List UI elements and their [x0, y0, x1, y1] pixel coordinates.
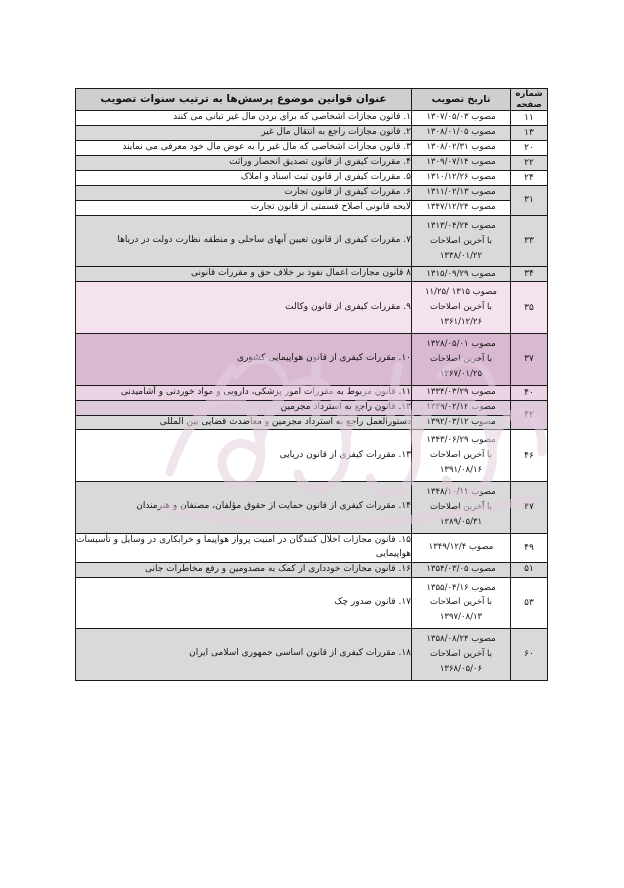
- cell-approval-date: [412, 200, 511, 215]
- approval-date-line: مصوب ۱۳۰۸/۰۱/۰۵: [426, 127, 496, 138]
- law-title-text: ۱۳. مقررات کیفری از قانون دریایی: [279, 449, 411, 460]
- table-row: [76, 156, 548, 171]
- cell-page-number: [511, 156, 548, 171]
- cell-approval-date: [412, 111, 511, 126]
- law-title-text: ۳. قانون مجازات اشخاصی که مال غیر را به عوض مال خود معرفی می نمایند: [122, 142, 411, 153]
- cell-page-number: [511, 267, 548, 282]
- header-row: [76, 89, 548, 111]
- cell-approval-date: [412, 629, 511, 681]
- law-title-text: ۱۰. مقررات کیفری از قانون هواپیمایی کشوری: [237, 353, 411, 364]
- cell-law-title: [76, 577, 412, 629]
- cell-page-number: [511, 482, 548, 534]
- table-row: [76, 282, 548, 334]
- cell-page-number: [511, 334, 548, 386]
- law-title-text: ۶. مقررات کیفری از قانون تجارت: [284, 186, 411, 197]
- page-number-value: ۲۲: [524, 157, 534, 168]
- approval-date-line: با آخرین اصلاحات: [430, 302, 492, 313]
- table-body: [76, 111, 548, 681]
- cell-law-title: [76, 185, 412, 200]
- approval-date-line: مصوب ۱۳۳۴/۰۳/۲۹: [426, 386, 496, 397]
- page-number-value: ۲۴: [524, 172, 534, 183]
- cell-page-number: [511, 430, 548, 482]
- cell-law-title: [76, 171, 412, 186]
- column-header-page: [511, 89, 548, 111]
- cell-law-title: [76, 415, 412, 430]
- page-number-value: ۴۹: [524, 542, 534, 553]
- page-number-value: ۴۶: [524, 450, 534, 461]
- law-title-text: ۵. مقررات کیفری از قانون ثبت اسناد و املاک: [240, 172, 411, 182]
- page-number-value: ۳۳: [524, 236, 534, 247]
- cell-law-title: [76, 215, 412, 267]
- law-title-text: لایحه قانونی اصلاح قسمتی از قانون تجارت: [250, 201, 411, 212]
- page-number-value: ۳۴: [524, 269, 534, 280]
- approval-date-line: ۱۳۶۱/۱۲/۲۶: [439, 317, 483, 328]
- cell-law-title: [76, 334, 412, 386]
- cell-law-title: [76, 400, 412, 415]
- approval-date-line: مصوب ۱۳۵۵/۰۴/۱۶: [426, 582, 496, 593]
- law-title-text: دستورالعمل راجع به استرداد مجرمین و معاضدت قضایی بین المللی: [159, 416, 411, 427]
- page-number-value: ۳۱: [524, 195, 534, 206]
- cell-page-number: [511, 185, 548, 215]
- approval-date-line: مصوب ۱۳۴۹/۱۲/۴: [428, 541, 494, 552]
- approval-date-line: مصوب ۱۳۰۷/۰۵/۰۳: [426, 112, 496, 123]
- page-number-value: ۵۳: [524, 597, 534, 608]
- cell-law-title: [76, 267, 412, 282]
- law-title-text: ۱۸. مقررات کیفری از قانون اساسی جمهوری اسلامی ایران: [189, 648, 411, 659]
- approval-date-line: مصوب ۱۳۱۱/۰۲/۱۳: [426, 187, 496, 198]
- approval-date-line: با آخرین اصلاحات: [430, 597, 492, 608]
- cell-approval-date: [412, 185, 511, 200]
- approval-date-line: ۱۳۹۷/۰۸/۱۳: [439, 612, 483, 623]
- approval-date-line: ۱۳۶۷/۰۱/۲۵: [439, 368, 483, 379]
- law-title-text: ۱۷. قانون صدور چک: [334, 596, 411, 607]
- approval-date-line: ۱۳۶۸/۰۵/۰۶: [439, 663, 483, 674]
- cell-approval-date: [412, 415, 511, 430]
- cell-law-title: [76, 533, 412, 562]
- table-row: [76, 385, 548, 400]
- page-number-value: ۳۵: [524, 302, 534, 313]
- cell-approval-date: [412, 156, 511, 171]
- approval-date-line: مصوب ۱۳۵۸/۰۸/۲۴: [426, 634, 496, 645]
- cell-law-title: [76, 385, 412, 400]
- approval-date-line: مصوب ۱۳۴۳/۰۶/۲۹: [426, 435, 496, 446]
- table-row: [76, 629, 548, 681]
- cell-approval-date: [412, 267, 511, 282]
- law-title-text: ۱۱. قانون مربوط به مقررات امور پزشکی، دارویی و مواد خوردنی و آشامیدنی: [120, 386, 411, 397]
- approval-date-line: با آخرین اصلاحات: [430, 501, 492, 512]
- approval-date-line: ۱۳۸۹/۰۵/۳۱: [439, 516, 483, 527]
- law-title-text: ۱. قانون مجازات اشخاصی که برای بردن مال غیر تبانی می کنند: [173, 112, 411, 123]
- cell-page-number: [511, 400, 548, 430]
- cell-approval-date: [412, 126, 511, 141]
- table-row: [76, 111, 548, 126]
- cell-approval-date: [412, 577, 511, 629]
- table-row: [76, 215, 548, 267]
- column-header-page-line2: صفحه: [516, 99, 542, 110]
- page-number-value: ۵۱: [524, 564, 534, 575]
- column-header-date: تاریخ تصویب: [412, 89, 511, 111]
- table-row: [76, 267, 548, 282]
- table-row: [76, 482, 548, 534]
- approval-date-line: ۱۳۳۸/۰۱/۲۲: [439, 250, 483, 261]
- cell-page-number: [511, 629, 548, 681]
- cell-page-number: [511, 577, 548, 629]
- cell-page-number: [511, 111, 548, 126]
- index-table-container: [76, 88, 548, 681]
- table-row: [76, 200, 548, 215]
- page-number-value: ۳۷: [524, 354, 534, 365]
- approval-date-line: با آخرین اصلاحات: [430, 235, 492, 246]
- approval-date-line: با آخرین اصلاحات: [430, 450, 492, 461]
- cell-law-title: [76, 430, 412, 482]
- table-row: [76, 533, 548, 562]
- cell-law-title: [76, 282, 412, 334]
- approval-date-line: مصوب ۱۳۱۵/۰۹/۲۹: [426, 268, 496, 279]
- law-title-text: ۴. مقررات کیفری از قانون تصدیق انحصار وراثت: [229, 157, 411, 168]
- cell-page-number: [511, 141, 548, 156]
- law-title-text: ۱۲. قانون راجع به استرداد مجرمین: [280, 401, 411, 412]
- cell-approval-date: [412, 215, 511, 267]
- table-row: [76, 577, 548, 629]
- approval-date-line: مصوب ۱۳۱۵ /۱۱/۲۵: [424, 287, 497, 298]
- approval-date-line: مصوب ۱۳۲۸/۰۵/۰۱: [426, 339, 496, 349]
- cell-law-title: [76, 562, 412, 577]
- cell-approval-date: [412, 482, 511, 534]
- law-title-text: ۹. مقررات کیفری از قانون وکالت: [285, 301, 411, 312]
- law-title-text: ۸ قانون مجازات اعمال نفوذ بر خلاف حق و مقررات قانونی: [190, 268, 411, 279]
- table-row: [76, 400, 548, 415]
- table-row: [76, 334, 548, 386]
- table-row: [76, 171, 548, 186]
- cell-page-number: [511, 385, 548, 400]
- cell-page-number: [511, 282, 548, 334]
- approval-date-line: مصوب ۱۳۴۸/۱۰/۱۱: [426, 487, 496, 498]
- cell-approval-date: [412, 171, 511, 186]
- cell-law-title: [76, 126, 412, 141]
- approval-date-line: با آخرین اصلاحات: [430, 353, 492, 364]
- table-row: [76, 185, 548, 200]
- cell-page-number: [511, 533, 548, 562]
- index-table: [75, 88, 548, 681]
- law-title-text: ۱۶. قانون مجازات خودداری از کمک به مصدومین و رفع مخاطرات جانی: [145, 563, 411, 574]
- approval-date-line: با آخرین اصلاحات: [430, 649, 492, 659]
- table-row: [76, 126, 548, 141]
- approval-date-line: مصوب ۱۳۱۳/۰۴/۲۴: [426, 220, 496, 231]
- approval-date-line: مصوب ۱۳۰۸/۰۲/۳۱: [426, 142, 496, 153]
- approval-date-line: مصوب ۱۳۱۰/۱۲/۲۶: [426, 172, 496, 183]
- cell-approval-date: [412, 141, 511, 156]
- cell-law-title: [76, 482, 412, 534]
- cell-approval-date: [412, 562, 511, 577]
- cell-approval-date: [412, 533, 511, 562]
- law-title-text: ۱۴. مقررات کیفری از قانون حمایت از حقوق مؤلفان، مصنفان و هنرمندان: [136, 501, 411, 512]
- cell-law-title: [76, 141, 412, 156]
- cell-law-title: [76, 200, 412, 215]
- approval-date-line: مصوب ۱۳۰۹/۰۷/۱۴: [426, 157, 496, 168]
- page-number-value: ۴۲: [524, 409, 534, 420]
- table-row: [76, 415, 548, 430]
- table-row: [76, 562, 548, 577]
- column-header-page-line1: شماره: [515, 89, 543, 99]
- cell-approval-date: [412, 400, 511, 415]
- law-title-text: ۷. مقررات کیفری از قانون تعیین آبهای ساحلی و منطقه نظارت دولت در دریاها: [117, 235, 411, 246]
- approval-date-line: ۱۳۹۱/۰۸/۱۶: [439, 465, 483, 476]
- cell-law-title: [76, 629, 412, 681]
- cell-page-number: [511, 562, 548, 577]
- cell-page-number: [511, 126, 548, 141]
- table-row: [76, 430, 548, 482]
- cell-law-title: [76, 156, 412, 171]
- cell-approval-date: [412, 334, 511, 386]
- approval-date-line: مصوب ۱۳۹۲/۰۳/۱۲: [426, 416, 496, 427]
- cell-approval-date: [412, 282, 511, 334]
- law-title-text: ۲. قانون مجازات راجع به انتقال مال غیر: [261, 127, 411, 138]
- cell-law-title: [76, 111, 412, 126]
- approval-date-line: مصوب ۱۳۵۴/۰۳/۰۵: [426, 563, 496, 574]
- cell-page-number: [511, 215, 548, 267]
- page-number-value: ۶۰: [524, 649, 534, 660]
- approval-date-line: مصوب ۱۳۳۹/۰۲/۱۴: [426, 401, 496, 412]
- page-number-value: ۴۰: [524, 387, 534, 398]
- table-row: [76, 141, 548, 156]
- cell-approval-date: [412, 430, 511, 482]
- page-number-value: ۱۳: [524, 128, 534, 139]
- page-number-value: ۲۰: [524, 143, 534, 154]
- column-header-title: عنوان قوانین موضوع پرسش‌ها به ترتیب سنوات تصویب: [76, 89, 412, 111]
- law-title-text: ۱۵. قانون مجازات اخلال کنندگان در امنیت پرواز هواپیما و خرابکاری در وسایل و تأسیسات هواپیمایی: [76, 534, 411, 559]
- cell-approval-date: [412, 385, 511, 400]
- table-header: [76, 89, 548, 111]
- page-number-value: ۱۱: [524, 113, 534, 124]
- page-number-value: ۴۷: [524, 502, 534, 513]
- approval-date-line: مصوب ۱۳۴۷/۱۲/۲۴: [426, 202, 496, 213]
- cell-page-number: [511, 171, 548, 186]
